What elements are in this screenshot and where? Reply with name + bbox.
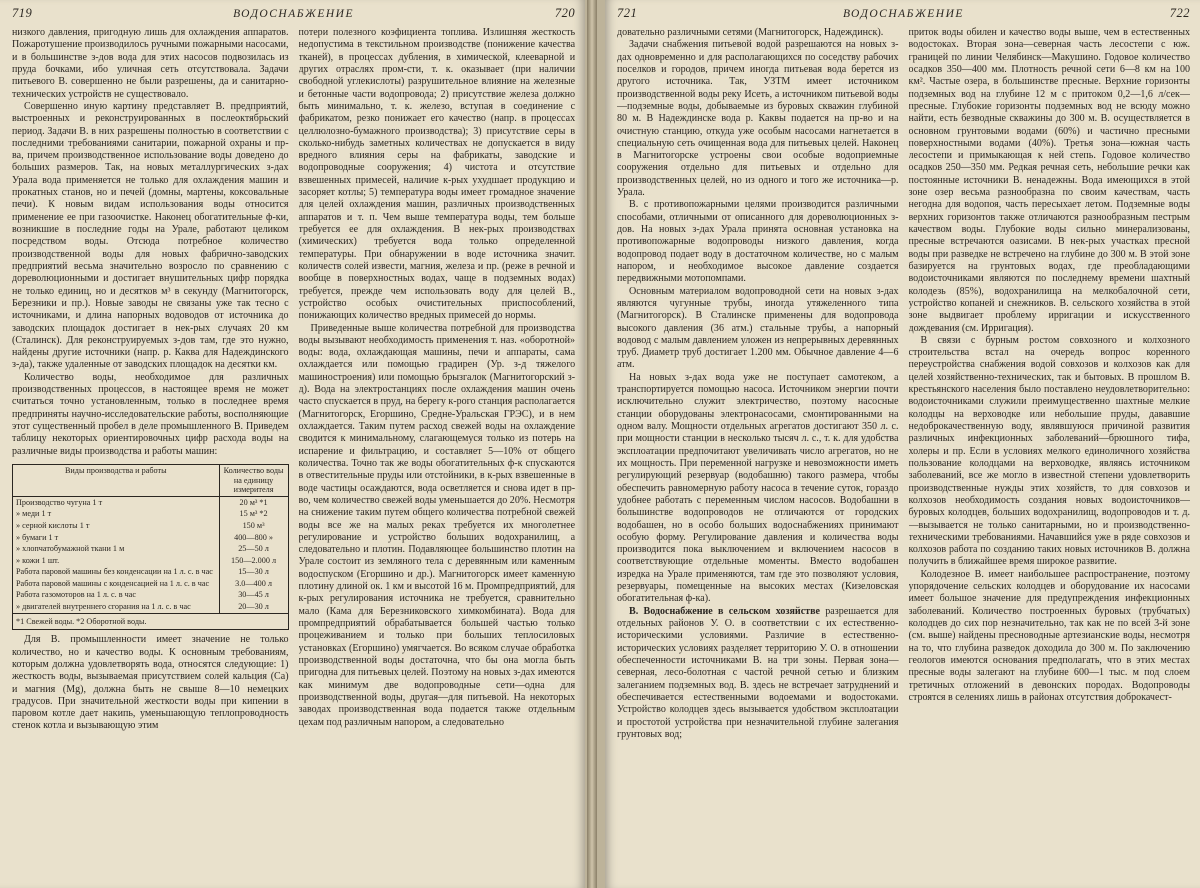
table-footnote-row xyxy=(13,613,289,630)
table-row xyxy=(13,532,289,544)
paragraph: На новых з-дах вода уже не поступает самотеком, а транспортируется помощью насоса. Источником энергии почти исключительно служит электричество, поэтому насосные станции оборудованы электронасосами, смонтированными на одном валу. Мощности отдельных агрегатов достигают 350 л. с. при мощности станции в несколько тысяч л. с., т. к. для удобства эксплоатации предпочитают увеличивать число агрегатов, но не их мощность. При переменной нагрузке и невозможности иметь регулирующий резервуар (водобашню) такого размера, чтобы обеспечить равномерную работу насоса в течение суток, гораздо удобнее работать с переменным числом насосов. Водобашни в большинстве водопроводов не отличаются от городских водобашен, но в особо больших водоснабжениях принимают особую форму. Регулирование давления и количества воды производится пока выключением и включением насосов в соответствующие отдельные моменты. Вместо водобашен изредка на Урале применяются, там где это позволяют условия, резервуары, помещенные на высоких местах (Кизеловская обогатительная ф-ка). xyxy=(617,371,899,605)
page-number-722: 722 xyxy=(1169,6,1190,20)
row-label: » двигателей внутреннего сгорания на 1 л. с. в час xyxy=(16,602,191,612)
table-row xyxy=(13,555,289,567)
paragraph: Основным материалом водопроводной сети на новых з-дах являются чугунные трубы, иногда утяжеленного типа (Магнитогорск). В Сталинске применены для водопровода высокого давления (36 атм.) стальные трубы, а напорный водовод с малым давлением уложен из непрерывных деревянных труб. Диаметр труб достигает 1.200 мм. Обычное давление 4—6 атм. xyxy=(617,285,899,371)
row-value: 30—45 л xyxy=(219,589,288,601)
table-header-kind: Виды производства и работы xyxy=(13,464,220,496)
page-number-720: 720 xyxy=(554,6,576,20)
paragraph: В. с противопожарными целями производится различными способами, отличными от описанного для дореволюционных з-дов. На новых з-дах Урала принята основная установка на противопожарные водопроводы низкого давления, когда водопровод подает воду в достаточном количестве, но с малым напором, и необходимое высокое давление создается передвижными мотопомпами. xyxy=(617,199,899,285)
book-gutter xyxy=(587,0,597,888)
row-value: 15—30 л xyxy=(219,566,288,578)
row-value: 150 м³ xyxy=(219,520,288,532)
row-label: » серной кислоты 1 т xyxy=(16,520,90,530)
paragraph: Задачи снабжения питьевой водой разрешаются на новых з-дах одновременно и для располагающихся по соседству рабочих поселков и городов, причем иногда питьевая вода берется из другого источника. Так, УЗТМ имеет источником производственной воды реку Исеть, а источником питьевой воды—подземные воды, добываемые из буровых скважин глубиной 80 м. В Надеждинске вода р. Каквы подается на пр-во и на очистную станцию, откуда уже особым насосами нагнетается в специальную сеть очищенная вода для питьевых целей. Наконец в Магнитогорске устроены свои особые водоприемные сооружения отдельно для питьевых и отдельно для производственных целей, но из одного и того же источника—р. Урала. xyxy=(617,39,899,199)
paragraph: Для В. промышленности имеет значение не только количество, но и качество воды. К основным требованиям, которым должна удовлетворять вода, относятся следующие: 1) жесткость воды, вызываемая присутствием солей кальция (Ca) и магния (Mg), должна быть не свыше 8—10 немецких градусов. При значительной жесткости воды при кипении в паровом котле дает накипь, уменьшающую теплопроводность стенок котла и вызывающую этим xyxy=(12,634,289,732)
row-label: » кожи 1 шт. xyxy=(16,555,60,565)
paragraph: Приведенные выше количества потребной для производства воды вызывают необходимость применения т. наз. «оборотной» воды: вода, охлаждающая машины, печи и аппараты, сама охлаждается или помощью градирен (Ур. з-д тяжелого машиностроения) или помощью брызгалок (Магнитогорский з-д). Вода на электростанциях после охлаждения машин очень часто спускается в пруд, на берегу к-рого станция располагается (Магнитогорск, Егоршино, Средне-Уральская ГРЭС), и в нем охлаждается. Таким путем расход свежей воды на охлаждение сводится к минимальному, слагающемуся только из потерь на испарение и фильтрацию, и составляет 5—10% от общего количества. Точно так же воды обогатительных ф-к спускаются в отвестительные пруды или отстойники, в к-рых взвешенные в воде частицы осаждаются, вода осветляется и снова идет в пр-во, чем количество свежей воды уменьшается до 20%. Несмотря на снижение таким путем общего количества потребной свежей воды все же на малых реках требуется их многолетнее регулирование и устройство больших водохранилищ, а следовательно и плотин. Подавляющее большинство плотин на Урале состоит из земляного тела с деревянным или каменным водоспуском (Егоршино и др.). Магнитогорск имеет каменную плотину длиной ок. 1 км и высотой 16 м. Промпредприятий, для к-рых регулирования источника не требуется, сравнительно мало (Кама для Березниковского химкомбината). Вода для промпредприятий обрабатывается большей частью только процеживанием и только при больших теплосиловых установках (Егоршино) умягчается. Во всяком случае обработка производственной воды достаточна, что бы она могла быть пригодна для питьевых целей. Поэтому на новых з-дах имеются как минимум две водопроводные сети—одна для производственной воды, другая—для питьевой. На некоторых заводах производственная вода подается также отдельным цехам под различным напором, а следовательно xyxy=(298,322,576,728)
row-label: Работа газомоторов на 1 л. с. в час xyxy=(16,590,137,600)
water-consumption-table xyxy=(12,464,289,630)
section-text: разрешается для отдельных районов У. О. в соответствии с их естественно-историческими условиями. Различие в естественно-исторических условиях разделяет территорию У. О. в отношении обеспеченности источниками В. на три зоны. Первая зона—северная, лесо-болотная с частой речной сетью и близким залеганием подземных вод. В. здесь не встречает затруднений и обеспечивается естественными водоемами и водостоками. Устройство колодцев здесь вызывается удобством эксплоатации и простотой устройства при незначительной глубине залегания грунтовых вод; xyxy=(617,605,899,740)
row-label: Работа паровой машины без конденсации на 1 л. с. в час xyxy=(16,567,213,577)
running-head-left xyxy=(12,6,575,25)
running-title-left: ВОДОСНАБЖЕНИЕ xyxy=(233,8,354,20)
row-value: 15 м³ *2 xyxy=(219,508,288,520)
paragraph: низкого давления, пригодную лишь для охлаждения аппаратов. Пожаротушение производилось ручными пожарными насосами, и в большинстве з-дов вода для этих насосов подвозилась из пруда бочками, ибо уличная сеть отсутствовала. Задачи питьевого В. совершенно не были разрешены, да и санитарно-технических устройств не существовало. xyxy=(12,27,289,100)
paragraph: В связи с бурным ростом совхозного и колхозного строительства встал на очередь вопрос коренного переустройства снабжения водой совхозов и колхозов как для целей хозяйственно-технических, так и бытовых. В прошлом В. крестьянского населения было поставлено неудовлетворительно: водоисточниками служили преимущественно шахтные мелкие колодцы на верховодке или небольшие пруды, дававшие недоброкачественную воду, являвшуюся причиной развития различных инфекционных заболеваний—брюшного тифа, холеры и пр. Если в условиях мелкого единоличного хозяйства пользование колодцами на верховодке, являясь источником заболеваний, все же могло в известной степени удовлетворить производственные нужды этих хозяйств, то для совхозов и колхозов необходимость создания новых водоисточников—буровых колодцев, больших водохранилищ, водопроводов и т. д.—вызывается не только санитарными, но и производственно-техническими требованиями. Начавшийся уже в ряде совхозов и колхозов работа по созданию таких новых источников В. должна получить в ближайшее время широкое развитие. xyxy=(908,334,1190,568)
row-value: 20—30 л xyxy=(219,601,288,613)
right-column-1 xyxy=(617,27,899,883)
paragraph: приток воды обилен и качество воды выше, чем в естественных водостоках. Вторая зона—северная часть лесостепи с юж. границей по линии Челябинск—Макушино. Годовое количество осадков 350—400 мм. Плотность речной сети 6—8 км на 100 км². Частые озера, в большинстве пресные. Верхние горизонты подземных вод на глубине 12 м с притоком 0,2—1,6 л/сек—пресные. Глубокие горизонты подземных вод не всюду можно найти, есть безводные скважины до 300 м. В. осуществляется в основном грунтовыми водами (60%) и частично пресными поверхностными водами (40%). Третья зона—южная часть лесостепи и примыкающая к ней степь. Годовое количество осадков 250—350 мм. Редкая речная сеть, небольшие речки как постоянные источники В. ненадежны. Вода имеющихся в этой зоне озер весьма разнообразна по своим качествам, часть негодна для водопоя, часть пересыхает летом. Подземные воды верхних горизонтов также отличаются разнообразным пестрым качеством воды. Глубокие воды сильно минерализованы, пресные встречаются оазисами. В нек-рых участках пресной воды при разведке не встречено на глубине до 300 м. В этой зоне базируется на грунтовых водах, где преобладающими водоисточниками являются по последнему времени шахтный колодезь (85%), водохранилища на мелкобалочной сети, устройство копаней и снежников. В. сельского хозяйства в этой зоне выдвигает проблему ирригации и искусственного дождевания (см. Ирригация). xyxy=(908,27,1190,334)
page-number-721: 721 xyxy=(617,6,638,20)
paragraph: Количество воды, необходимое для различных производственных процессов, в настоящее время не может считаться точно установленным, только в последнее время предприняты научно-исследовательские работы, восполняющие этот существенный пробел в деле промышленного В. Приведем таблицу некоторых ориентировочных цифр расхода воды на различные виды производства и работы машин: xyxy=(12,371,289,457)
section-title: В. Водоснабжение в сельском хозяйстве xyxy=(629,605,820,617)
table-row xyxy=(13,578,289,590)
row-value: 25—50 л xyxy=(219,543,288,555)
paragraph: Совершенно иную картину представляет В. предприятий, выстроенных и реконструированных в послеоктябрьский период. Задачи В. в них разрешены полностью в соответствии с последними требованиями санитарии, пожарной охраны и пр-ва, причем производственное использование воды доведено до больших размеров. Так, на новых металлургических з-дах Урала вода применяется не только для охлаждения машин и прокатных станов, но и печей (домны, мартены, коксовальные печи). К новым видам использования воды относится применение ее при газоочистке. Наконец обогатительные ф-ки, возникшие в последние годы на Урале, работают целиком посредством воды. Отсюда потребное количество производственной воды для новых фабрично-заводских предприятий весьма значительно возросло по сравнению с дореволюционными и достигает внушительных цифр порядка не только единиц, но и десятков м³ в секунду (Магнитогорск, Березники и пр.). Новые заводы не связаны уже так тесно с источниками, и длина напорных водоводов от источника до заводских площадок достигает в нек-рых случаях 20 км (Сталинск). Для реконструируемых з-дов там, где это нужно, найдены другие источники (напр. р. Каква для Надеждинского з-да), также удаленные от заводских площадок на десятки км. xyxy=(12,100,289,371)
table-row xyxy=(13,496,289,508)
running-title-right: ВОДОСНАБЖЕНИЕ xyxy=(843,8,964,20)
row-label: » хлопчатобумажной ткани 1 м xyxy=(16,544,125,554)
paragraph: Колодезное В. имеет наибольшее распространение, поэтому упорядочение сельских колодцев и оборудование их насосами имеет большое значение для предупреждения инфекционных заболеваний. Количество построенных буровых (трубчатых) колодцев до сих пор незначительно, так как не по всей 3-й зоне (см. выше) найдены пресноводные артезианские воды, несмотря на то, что глубина разведок доходила до 300 м. По заключению геологов имеются основания предполагать, что в этих местах пресные воды залегают на глубине 600—1 тыс. м под слоем третичных отложений в девонских породах. Водопроводы строятся в селениях лишь в районах отсутствия доброкачест- xyxy=(908,568,1190,703)
row-value: 150—2.000 л xyxy=(219,555,288,567)
left-column-2 xyxy=(299,27,576,883)
table-row xyxy=(13,508,289,520)
table-footnote: *1 Свежей воды. *2 Оборотной воды. xyxy=(13,613,289,630)
right-column-2 xyxy=(909,27,1191,883)
left-page xyxy=(0,0,585,888)
row-value: 400—800 » xyxy=(219,532,288,544)
row-value: 20 м³ *1 xyxy=(219,496,288,508)
running-head-right xyxy=(617,6,1190,25)
row-label: » меди 1 т xyxy=(16,509,52,519)
right-page xyxy=(605,0,1200,888)
section-paragraph xyxy=(617,606,899,741)
left-column-1 xyxy=(12,27,289,883)
paragraph: потери полезного коэфициента топлива. Излишняя жесткость недопустима в текстильном производстве (понижение качества тканей), в процессах дубления, в химической, клееварной и других отраслях пром-сти, т. к. оказывает (при наличии свободной углекислоты) разрушительное влияние на железные и бетонные части водопровода; 2) присутствие железа должно быть минимально, т. к. железо, вступая в соединение с фабрикатом, резко понижает его качество (напр. в процессах целлюлозно-бумажного производства); 3) присутствие серы в сколько-нибудь заметных количествах не допускается в виду вредного влияния серы на фабрикаты, заводские и водопроводные сооружения; 4) чистота и отсутствие взвешенных примесей, наличие к-рых ухудшает продукцию и засоряет котлы; 5) температура воды имеет громадное значение для целей охлаждения машин, различных производственных аппаратов и т. п. Чем выше температура воды, тем больше требуется ее для охлаждения. В нек-рых производствах (химических) требуется вода только определенной температуры. При обнаружении в воде источника значит. количеств солей извести, магния, железа и пр. (реже в речной и вообще в поверхностных водах, чаще в подземных водах) требуется, прежде чем использовать воду для целей В., устройство особых очистительных приспособлений, понижающих количество вредных примесей до нормы. xyxy=(298,27,576,322)
page-number-719: 719 xyxy=(12,6,33,20)
table-row xyxy=(13,566,289,578)
table-header-quantity: Количество воды на единицу измерителя xyxy=(219,464,288,496)
row-label: Производство чугуна 1 т xyxy=(16,497,103,507)
paragraph: довательно различными сетями (Магнитогорск, Надеждинск). xyxy=(617,27,884,38)
table-row xyxy=(13,601,289,613)
table-row xyxy=(13,520,289,532)
table-row xyxy=(13,589,289,601)
row-value: 3.0—400 л xyxy=(219,578,288,590)
table-row xyxy=(13,543,289,555)
row-label: » бумаги 1 т xyxy=(16,532,59,542)
row-label: Работа паровой машины с конденсацией на 1 л. с. в час xyxy=(16,578,210,588)
